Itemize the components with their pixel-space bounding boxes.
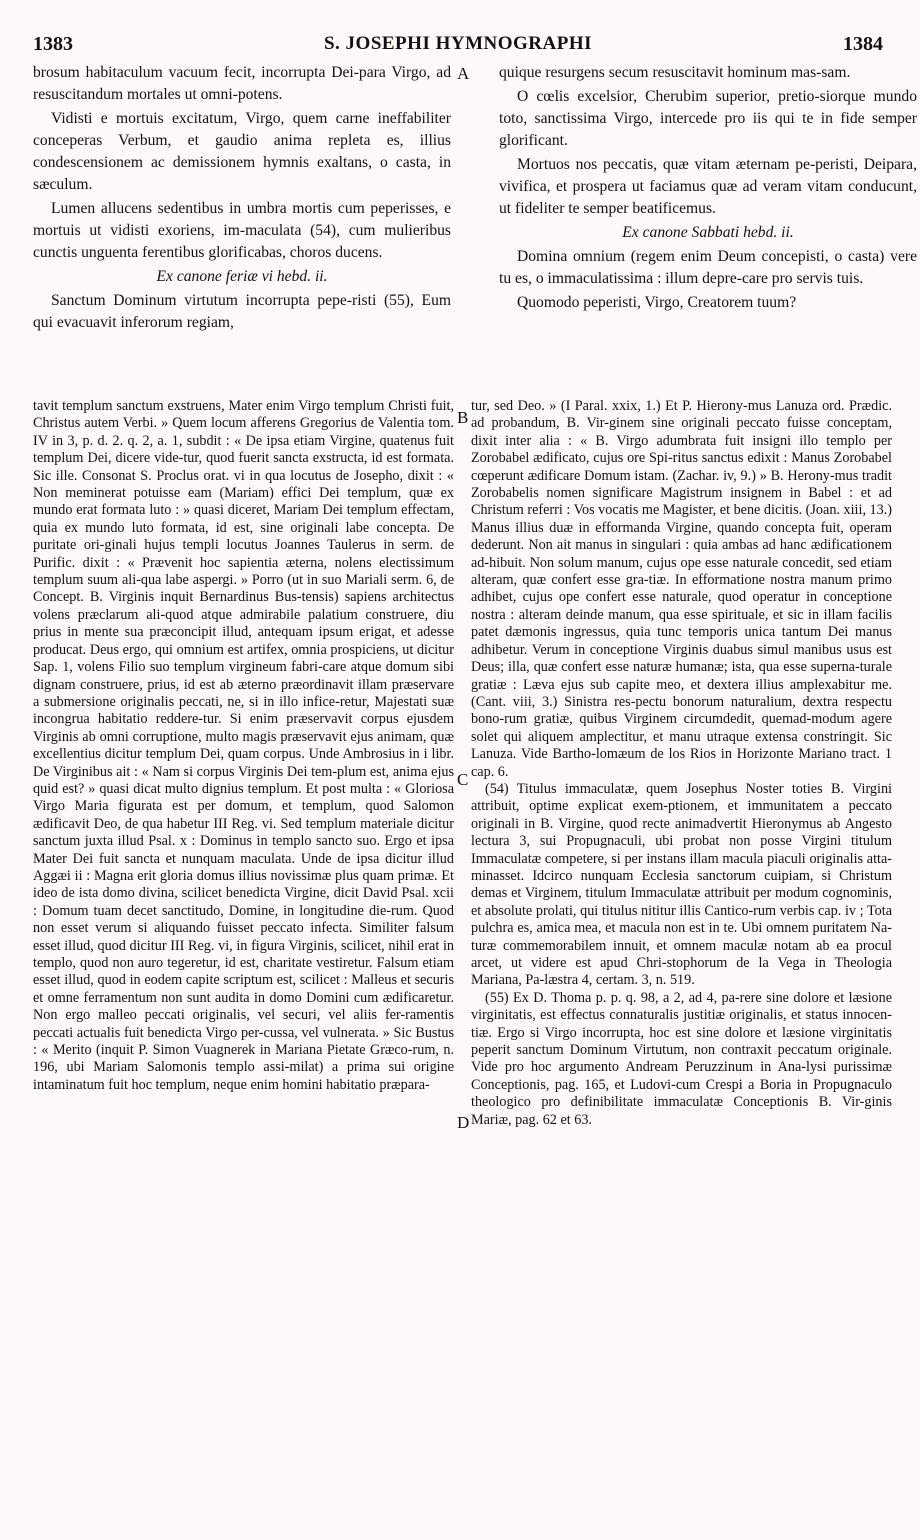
note-paragraph: tur, sed Deo. » (I Paral. xxix, 1.) Et P. Hierony-mus Lanuza ord. Prædic. ad probandum, B. Vir-ginem sine originali peccato fuisse conceptam, dixit inter alia : « B. Virgo adumbrata fuit insigni illo templo per Zorobabel ædificato, cujus ore Spi-ritus sanctus edixit : Manus Zorobabel cœperunt ædificare Domum istam. (Zachar. iv, 9.) » B. Herony-mus tradit Zorobabelis nomen significare Magistrum insignem in Babel : et ad Christum referri : Vos vocatis me Magister, et bene dicitis. (Joan. xiii, 13.) Manus illius duæ in efformanda Virgine, quando concepta fuit, operam dederunt. Non ait manus in singulari : quia ambas ad hanc ædificationem ad-hibuit. Non solum manum, cujus ope esse naturale concedit, sed etiam alteram, quæ confert esse gra-tiæ. In efformatione nostra manum primo adhibet, cujus ope confert esse naturale, quod operatur in conceptione nostra : alteram deinde manum, qua esse spirituale, et sic in illam facilis patet dæmonis ingressus, quia tunc temporis unica tantum Dei manus adhibetur. Verum in conceptione Virginis duabus simul manibus usus est Deus; illa, quæ confert esse naturæ humanæ; ista, qua esse superna-turale gratiæ : Læva ejus sub capite meo, et dextera illius amplexabitur me. (Cant. viii, 3.) Sinistra res-pectu bonorum naturalium, dextra respectu bono-rum gratiæ, quibus Virginem circumdedit, quemad-modum agere solet qui aliquem amplectitur, et manu utraque extensa constringit. Sic Lanuza. Vide Bartho-lomæum de los Rios in Horizonte Mariano tract. 1 cap. 6. [471,398,892,780]
footnote-55: (55) Ex D. Thoma p. p. q. 98, a 2, ad 4, pa-rere sine dolore et læsione virginitatis, est effectus connaturalis justitiæ originalis, et status innocen-tiæ. Ergo si Virgo incorrupta, hoc est sine dolore et læsione virginitatis peperit sanctum Dominum Virtutum, non contraxit peccatum originale. Vide pro hoc argumento Andream Peruzzinum in Ana-lysi purissimæ Conceptionis, pag. 165, et Ludovi-cum Crespi a Boria in Propugnaculo theologico pro definibilitate immaculatæ Conceptionis B. Vir-ginis Mariæ, pag. 62 et 63. [471,989,892,1128]
canon-rubric: Ex canone feriæ vi hebd. ii. [156,268,328,285]
margin-letter-a: A [457,64,470,83]
note-paragraph: tavit templum sanctum exstruens, Mater enim Virgo templum Christi fuit, Christus autem Verbi. » Quem locum afferens Gregorius de Valentia tom. IV in 3, p. d. 2. q. 2, a. 1, subdit : « De ipsa etiam Virgine, quatenus fuit templum Dei, dicere vide-tur, quod fuerit sancta exstructa, id est formata. Sic ille. Consonat S. Proclus orat. vi in qua locutus de Josepho, dixit : « Non meminerat potuisse eam (Mariam) effici Dei templum, quæ ex mundo erat formata luto : » quasi diceret, Mariam Dei templum effectam, quia ex mundo luto formata, id est, sine originali labe concepta. De puritate ori-ginali hujus templi locutus Joannes Taulerus in serm. de Purific. dixit : « Prævenit hoc sapientia æterna, nolens electissimum templum suum ali-qua labe aspergi. » Porro (ut in suo Mariali serm. 6, de Concept. B. Virginis inquit Bernardinus Bus-tensis) sapiens architectus volens præclarum ali-quod atque admirabile palatium construere, diu prius in mente sua præconcipit illud, antequam ipsum erigat, et adesse producat. Deus ergo, qui omnium est artifex, omnia prospiciens, ut dicitur Sap. 1, volens Filio suo templum virgineum fabri-care atque domum sibi dignam construere, prius, id est ab æterno præordinavit illam præservare a submersione originalis peccati, ne, si in illo infice-retur, Majestati suæ incongrua habitatio reddere-tur. Si enim præservavit corpus ejusdem Virginis ab omni corruptione, multo magis præservavit ejus animam, quæ excellentius dicitur templum Dei, quam corpus. Unde Ambrosius in i libr. De Virginibus ait : « Nam si corpus Virginis Dei tem-plum est, anima ejus quid est? » quasi dicat multo dignius templum. Et post multa : « Gloriosa Virgo Maria figurata est per domum, et templum, quod Salomon ædificavit Deo, de qua habetur III Reg. vi. Sed templum materiale dicitur sanctum juxta illud Psal. x : Dominus in templo sancto suo. Ergo et ipsa Mater Dei fuit sancta et nunquam maculata. Unde de ipsa dicitur illud Aggæi ii : Magna erit gloria domus illius novissimæ plus quam primæ. Et ideo de ista domo divina, scilicet benedicta Virgine, dicit David Psal. xcii : Domum tuam decet sanctitudo, Domine, in longitudine die-rum. Quod non esset verum si aliquando fuisset peccato infecta. Similiter falsum esset illud, quod dicitur III Reg. vi, in figura Virginis, scilicet, nihil erat in templo, quod non auro tegeretur, id est, charitate vestiretur. Falsum etiam esset illud, quod in eodem capite scriptum est, scilicet : Malleus et securis et omne ferramentum non sunt audita in domo Domini cum ædificaretur. Non ergo malleo peccati originalis, vel securi, vel aliis fer-ramentis peccati actualis fuit benedicta Virgo per-cussa, vel vulnerata. » Sic Bustus : « Merito (inquit P. Simon Vuagnerek in Mariana Pietate Græco-rum, n. 196, ubi Mariam Salomonis templo assi-milat) a prima sui origine intaminatum fuit hoc templum, neque enim homini habitatio præpara- [33,398,454,1093]
notes-column-left [33,398,454,1094]
main-text [33,62,917,390]
main-column-right [499,62,917,316]
main-paragraph: Domina omnium (regem enim Deum concepisti, o casta) vere tu es, o immaculatissima : illum depre-care pro servis tuis. [499,248,917,287]
main-paragraph: brosum habitaculum vacuum fecit, incorrupta Dei-para Virgo, ad resuscitandum mortales ut omni-potens. [33,64,451,103]
page-header [33,33,883,61]
page-number-left: 1383 [33,33,73,55]
main-paragraph: Vidisti e mortuis excitatum, Virgo, quem carne ineffabiliter conceperas Verbum, et gaudio anima repleta es, illius condescensionem ac demissionem hymnis exaltans, o casta, in sæculum. [33,110,451,193]
page-number-right: 1384 [843,33,883,55]
canon-rubric: Ex canone Sabbati hebd. ii. [622,224,794,241]
main-paragraph: quique resurgens secum resuscitavit hominum mas-sam. [499,64,851,81]
main-paragraph: O cœlis excelsior, Cherubim superior, pretio-siorque mundo toto, sanctissima Virgo, intercede pro iis qui te in fide semper glorificant. [499,88,917,149]
footnote-54: (54) Titulus immaculatæ, quem Josephus Noster toties B. Virgini attribuit, optime explicat exem-ptionem, et immunitatem a peccato originali in B. Virgine, quod recte animadvertit Hieronymus ab Angesto lectura 3, sui Propugnaculi, ubi probat non posse Virgini titulum Immaculatæ competere, si per instans illam macula piaculi originalis atta-minasset. Idcirco nunquam Ecclesia sanctorum cuipiam, si Christum demas et Virginem, titulum Immaculatæ attribuit per modum cognominis, et absolute prolati, qui titulus nititur illis Cantico-rum verbis cap. iv ; Tota pulchra es, amica mea, et macula non est in te. Ubi omnem puritatem Na-turæ commemorabilem innuit, et omnem maculæ notam ab ea procul arcet, ut videre est apud Chri-stophorum de la Vega in Theologia Mariana, Pa-læstra 4, certam. 3, n. 519. [471,780,892,989]
margin-letter-d: D [457,1113,470,1132]
running-title: S. JOSEPHI HYMNOGRAPHI [323,33,593,54]
margin-letter-c: C [457,770,469,789]
main-paragraph: Lumen allucens sedentibus in umbra mortis cum peperisses, e mortuis ut vidisti exoriens, im-maculata (54), cum mulieribus cunctis unguenta ferentibus glorificabas, choros ducens. [33,200,451,261]
main-column-left [33,62,451,336]
main-paragraph: Mortuos nos peccatis, quæ vitam æternam pe-peristi, Deipara, vivifica, et prospera ut faciamus quæ ad veram vitam conducunt, ut fideliter te semper beatificemus. [499,156,917,217]
main-paragraph: Quomodo peperisti, Virgo, Creatorem tuum? [517,294,797,311]
notes-column-right [471,398,892,1129]
footnotes [33,398,892,1498]
margin-letter-b: B [457,408,469,427]
main-paragraph: Sanctum Dominum virtutum incorrupta pepe-risti (55), Eum qui evacuavit inferorum regiam, [33,292,451,331]
